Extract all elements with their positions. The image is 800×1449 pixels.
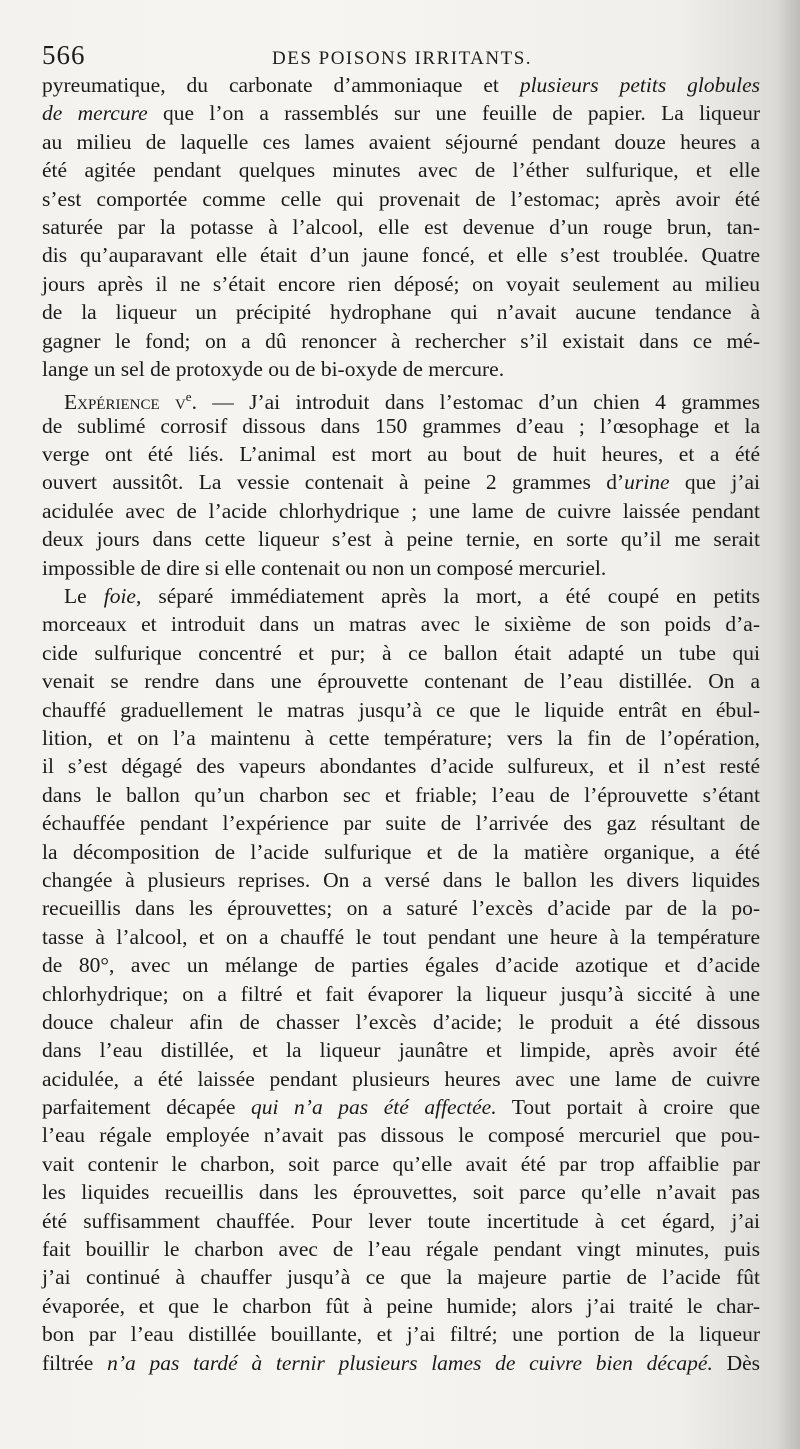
text-segment: vait contenir le charbon, soit parce qu’elle avait été par trop affaiblie par [42, 1151, 760, 1176]
text-line [42, 809, 760, 837]
text-segment: Tout portait à croire que [496, 1095, 760, 1120]
running-head: DES POISONS IRRITANTS. [272, 48, 533, 69]
text-line [42, 639, 760, 667]
italic-text: plusieurs petits globules [519, 73, 760, 97]
text-line [42, 213, 760, 241]
text-segment: bon par l’eau distillée bouillante, et j’ai filtré; une portion de la liqueur [42, 1322, 760, 1347]
text-line [42, 1178, 760, 1206]
text-line [42, 724, 760, 752]
text-segment: acidulée avec de l’acide chlorhydrique ; une lame de cuivre laissée pendant [42, 498, 760, 523]
text-segment: filtrée [42, 1350, 108, 1375]
text-segment: . — J’ai introduit dans l’estomac d’un chien 4 grammes [191, 390, 761, 415]
text-segment: douce chaleur afin de chasser l’excès d’acide; le produit a été dissous [42, 1009, 760, 1034]
text-line [42, 752, 760, 780]
text-line [42, 582, 760, 610]
text-segment: lition, et on l’a maintenu à cette température; vers la fin de l’opération, [42, 725, 760, 750]
text-line [42, 866, 760, 894]
text-segment: les liquides recueillis dans les éprouvettes, soit parce qu’elle n’avait pas [42, 1180, 760, 1205]
text-segment: été agitée pendant quelques minutes avec de l’éther sulfurique, et elle [42, 158, 760, 183]
text-line [42, 696, 760, 724]
text-line [42, 99, 760, 127]
text-segment: jours après il ne s’était encore rien déposé; on voyait seulement au milieu [42, 271, 760, 296]
text-segment: saturée par la potasse à l’alcool, elle est devenue d’un rouge brun, tan- [42, 214, 760, 239]
text-segment: , séparé immédiatement après la mort, a été coupé en petits [135, 584, 760, 609]
text-line [42, 1150, 760, 1178]
italic-text: urine [624, 470, 670, 495]
text-line [42, 1008, 760, 1036]
text-segment: il s’est dégagé des vapeurs abondantes d’acide sulfureux, et il n’est resté [42, 754, 760, 779]
text-line [42, 383, 761, 415]
text-line [42, 1093, 760, 1121]
text-segment: Dès [712, 1350, 761, 1375]
text-line [42, 838, 760, 866]
text-line [42, 497, 760, 525]
text-segment: gagner le fond; on a dû renoncer à rechercher s’il existait dans ce mé- [42, 328, 760, 353]
text-line [42, 298, 760, 326]
text-line [42, 554, 760, 582]
text-line [42, 1036, 760, 1064]
text-line [42, 412, 760, 440]
text-line [42, 610, 760, 638]
text-line [42, 468, 760, 496]
text-line [42, 894, 760, 922]
page-number: 566 [42, 40, 86, 70]
italic-text: qui n’a pas été affectée. [251, 1095, 497, 1120]
text-line [42, 525, 760, 553]
text-segment: l’eau régale employée n’avait pas dissous le composé mercuriel que pou- [42, 1123, 760, 1148]
text-segment: j’ai continué à chauffer jusqu’à ce que la majeure partie de l’acide fût [42, 1265, 760, 1290]
text-segment: ouvert aussitôt. La vessie contenait à peine 2 grammes d’ [42, 470, 625, 495]
text-segment: chauffé graduellement le matras jusqu’à ce que le liquide entrât en ébul- [42, 697, 760, 722]
text-line [42, 1320, 760, 1348]
text-segment: tasse à l’alcool, et on a chauffé le tout pendant une heure à la température [42, 924, 760, 949]
text-segment: que j’ai [669, 470, 760, 495]
text-line [42, 327, 760, 355]
text-line [42, 128, 760, 156]
text-line [42, 923, 760, 951]
text-segment: que l’on a rassemblés sur une feuille de papier. La liqueur [147, 101, 760, 126]
text-segment: changée à plusieurs reprises. On a versé dans le ballon les divers liquides [42, 867, 760, 892]
text-segment: de la liqueur un précipité hydrophane qui n’avait aucune tendance à [42, 300, 760, 325]
text-segment: la décomposition de l’acide sulfurique et de la matière organique, a été [42, 839, 760, 864]
text-segment: évaporée, et que le charbon fût à peine humide; alors j’ai traité le char- [42, 1293, 760, 1318]
text-line [42, 270, 760, 298]
text-segment: au milieu de laquelle ces lames avaient séjourné pendant douze heures a [42, 129, 760, 154]
italic-text: foie [103, 584, 136, 609]
small-caps-heading: Expérience v [64, 390, 186, 415]
text-line [42, 1292, 760, 1320]
text-line [42, 185, 760, 213]
text-line [42, 781, 760, 809]
text-line [42, 1235, 760, 1263]
text-segment: parfaitement décapée [42, 1095, 251, 1120]
text-line [42, 1065, 760, 1093]
text-line [42, 1207, 760, 1235]
text-segment: dans le ballon qu’un charbon sec et friable; l’eau de l’éprouvette s’étant [42, 782, 760, 807]
text-segment: s’est comportée comme celle qui provenait de l’estomac; après avoir été [42, 186, 760, 211]
text-segment: de 80°, avec un mélange de parties égales d’acide azotique et d’acide [42, 953, 760, 978]
text-segment: Le [64, 584, 104, 609]
text-segment: deux jours dans cette liqueur s’est à peine ternie, en sorte qu’il me serait [42, 527, 760, 552]
text-segment: lange un sel de protoxyde ou de bi-oxyde de mercure. [42, 356, 505, 381]
text-segment: dans l’eau distillée, et la liqueur jaunâtre et limpide, après avoir été [42, 1038, 760, 1063]
text-line [42, 355, 760, 383]
italic-text: de mercure [42, 101, 148, 126]
text-line [42, 951, 760, 979]
text-segment: recueillis dans les éprouvettes; on a saturé l’excès d’acide par de la po- [42, 896, 760, 921]
text-segment: été suffisamment chauffée. Pour lever toute incertitude à cet égard, j’ai [42, 1208, 760, 1233]
text-segment: dis qu’auparavant elle était d’un jaune foncé, et elle s’est troublée. Quatre [42, 243, 760, 268]
text-line [42, 71, 760, 99]
text-line [42, 667, 760, 695]
text-segment: cide sulfurique concentré et pur; à ce ballon était adapté un tube qui [42, 640, 760, 665]
text-segment: pyreumatique, du carbonate d’ammoniaque et [42, 73, 520, 97]
text-segment: acidulée, a été laissée pendant plusieurs heures avec une lame de cuivre [42, 1066, 760, 1091]
text-segment: fait bouillir le charbon avec de l’eau régale pendant vingt minutes, puis [42, 1237, 760, 1262]
text-line [42, 241, 760, 269]
body-text [42, 71, 760, 1377]
text-line [42, 1121, 760, 1149]
text-segment: morceaux et introduit dans un matras avec le sixième de son poids d’a- [42, 612, 760, 637]
text-line [42, 1263, 760, 1291]
text-segment: impossible de dire si elle contenait ou non un composé mercuriel. [42, 555, 607, 580]
text-segment: de sublimé corrosif dissous dans 150 grammes d’eau ; l’œsophage et la [42, 413, 760, 438]
text-segment: e [185, 389, 192, 405]
text-segment: échauffée pendant l’expérience par suite de l’arrivée des gaz résultant de [42, 811, 760, 836]
text-line [42, 1349, 760, 1377]
text-segment: verge ont été liés. L’animal est mort au bout de huit heures, et a été [42, 442, 760, 467]
text-segment: venait se rendre dans une éprouvette contenant de l’eau distillée. On a [42, 669, 760, 694]
text-line [42, 980, 760, 1008]
text-line [42, 440, 760, 468]
text-segment: chlorhydrique; on a filtré et fait évaporer la liqueur jusqu’à siccité à une [42, 981, 760, 1006]
italic-text: n’a pas tardé à ternir plusieurs lames de cuivre bien décapé. [107, 1350, 713, 1375]
text-line [42, 156, 760, 184]
